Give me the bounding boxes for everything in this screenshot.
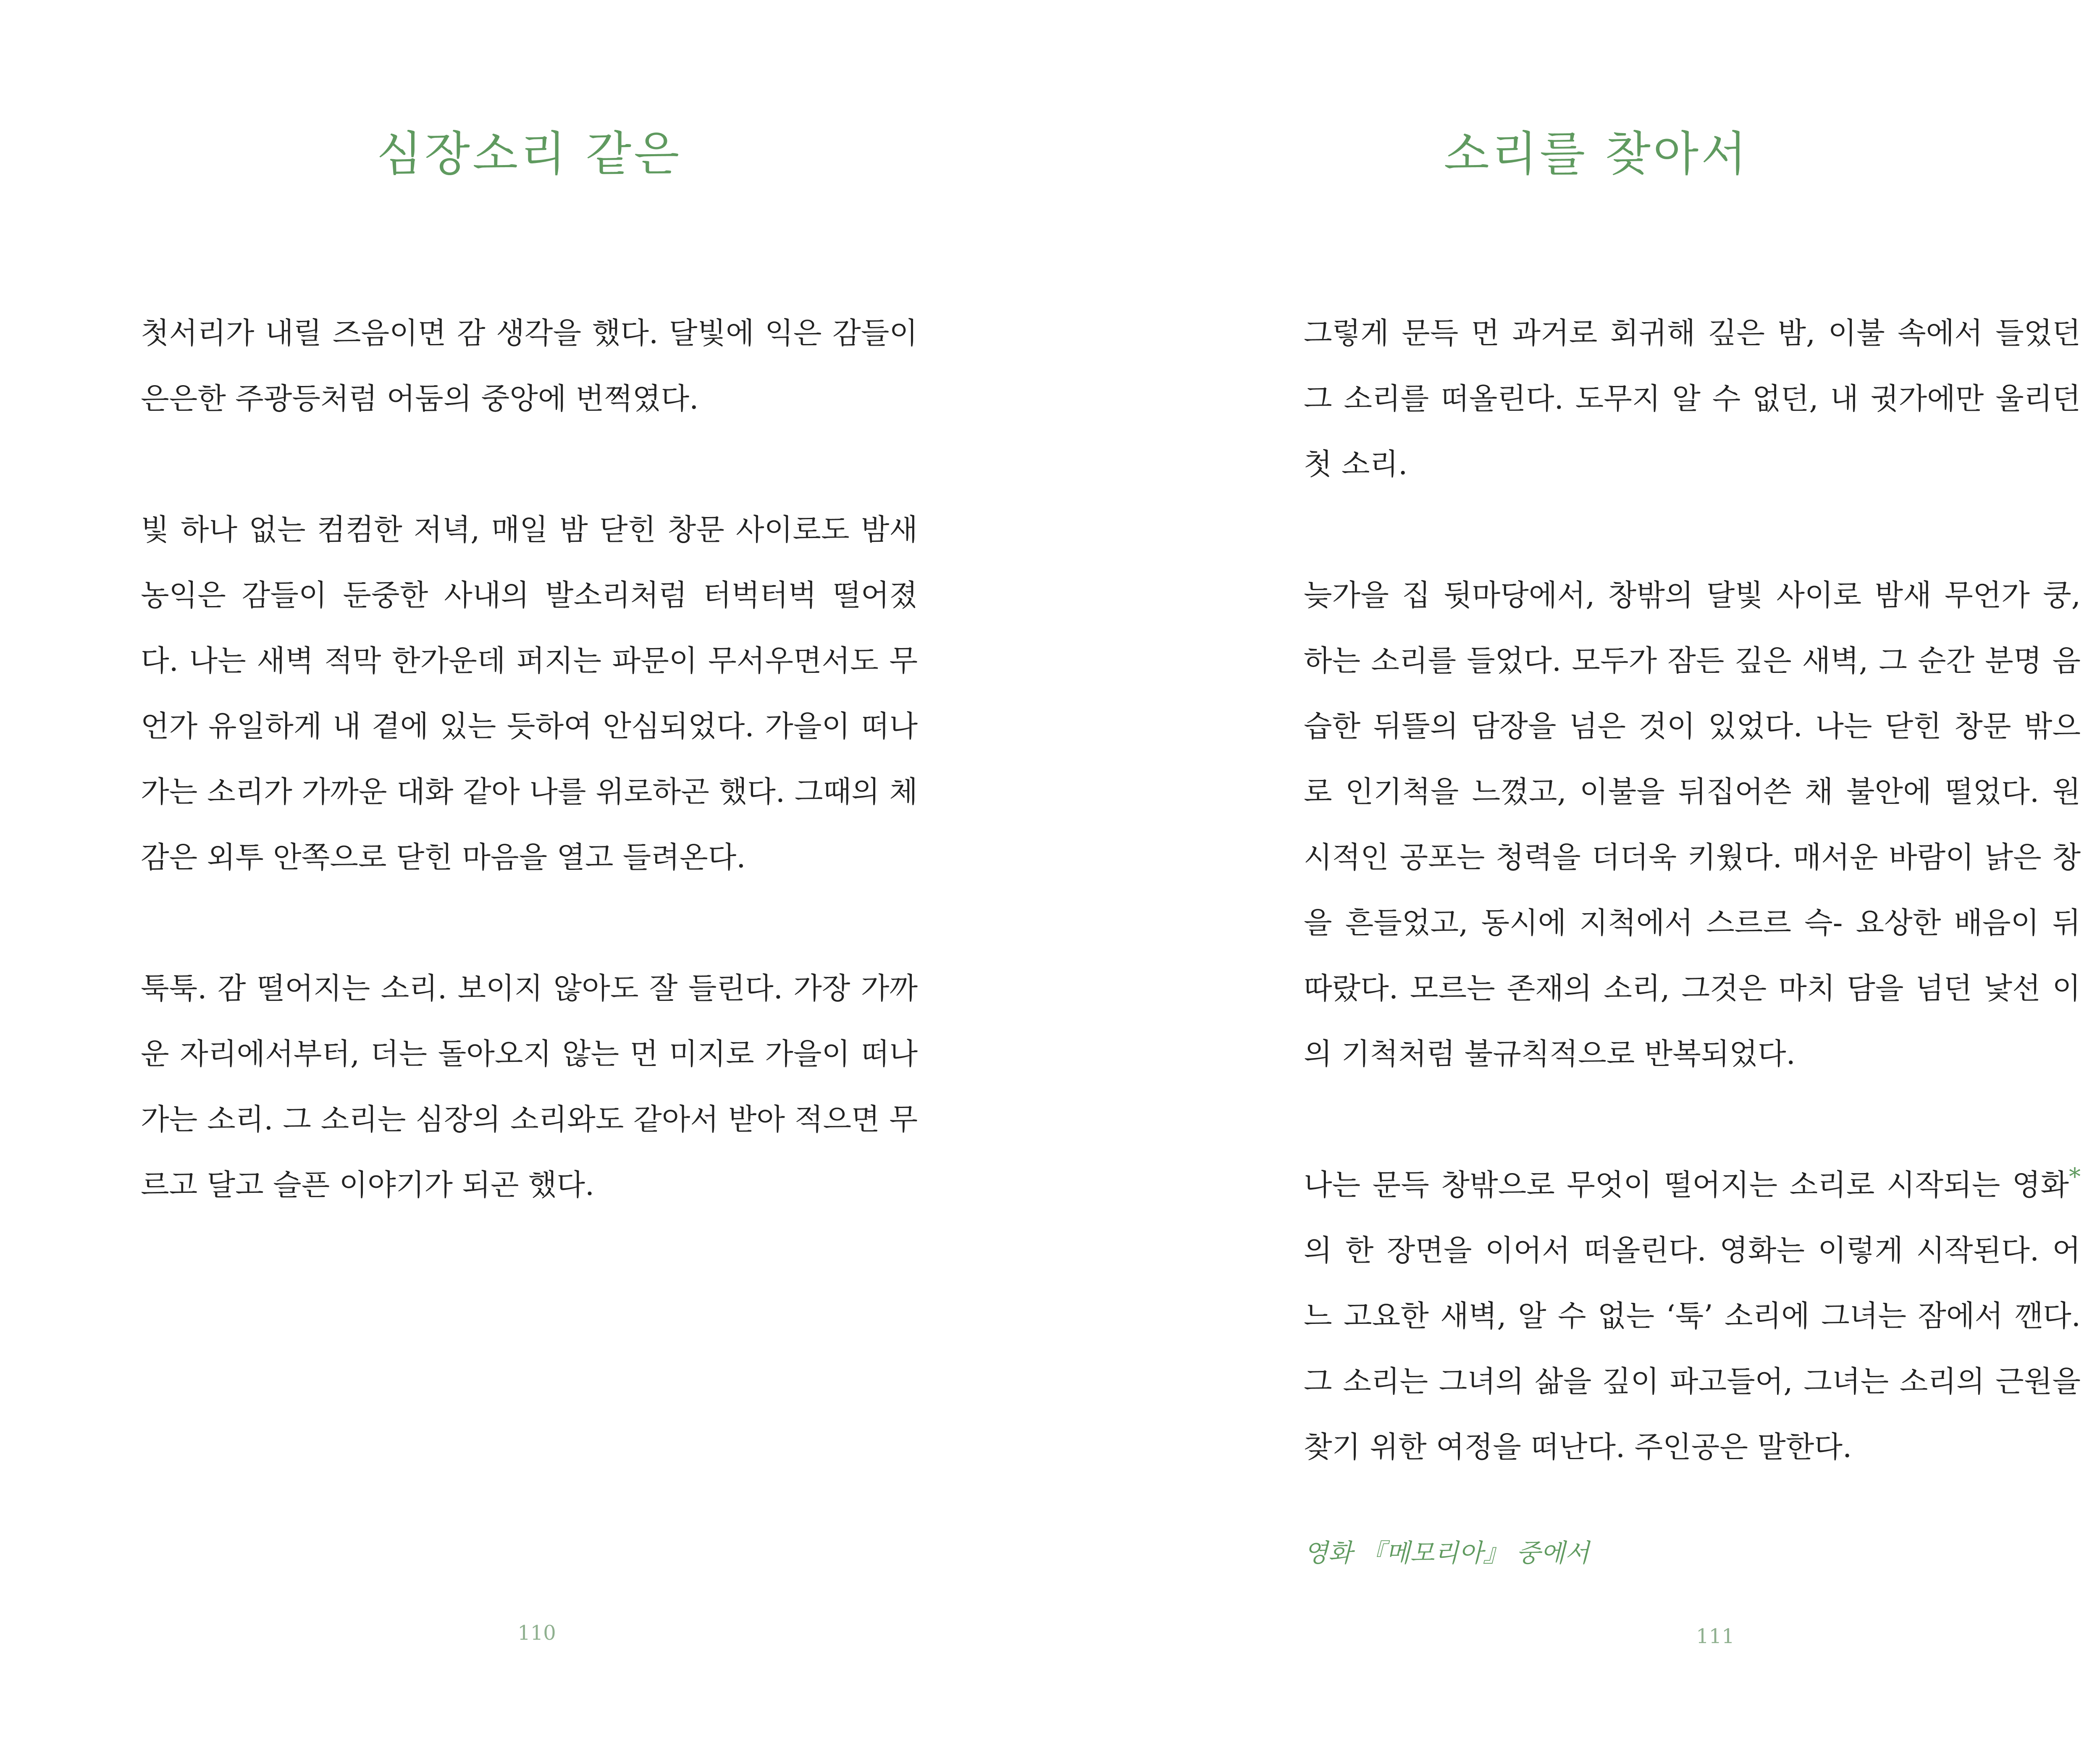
text-line: 첫서리가 내릴 즈음이면 감 생각을 했다. 달빛에 익은 감들이 xyxy=(141,316,918,350)
footnote-source: 영화 『메모리아』 중에서 xyxy=(1304,1539,1589,1568)
text-line: 을 흔들었고, 동시에 지척에서 스르르 슥- 요상한 배음이 뒤 xyxy=(1304,906,2081,940)
text-line: 의 한 장면을 이어서 떠올린다. 영화는 이렇게 시작된다. 어 xyxy=(1304,1233,2081,1268)
text-line: 찾기 위한 여정을 떠난다. 주인공은 말한다. xyxy=(1304,1430,1852,1464)
text-line: 그 소리를 떠올린다. 도무지 알 수 없던, 내 귓가에만 울리던 xyxy=(1304,381,2081,416)
text-line: 그 소리는 그녀의 삶을 깊이 파고들어, 그녀는 소리의 근원을 xyxy=(1304,1364,2081,1399)
text-line: 언가 유일하게 내 곁에 있는 듯하여 안심되었다. 가을이 떠나 xyxy=(141,709,918,743)
text-line: 따랐다. 모르는 존재의 소리, 그것은 마치 담을 넘던 낯선 이 xyxy=(1304,971,2081,1006)
text-line: 나는 문득 창밖으로 무엇이 떨어지는 소리로 시작되는 영화 xyxy=(1304,1168,2069,1202)
right-page-title: 소리를 찾아서 xyxy=(1444,127,1749,181)
right-page xyxy=(1111,0,2100,1746)
text-line: 가는 소리. 그 소리는 심장의 소리와도 같아서 받아 적으면 무 xyxy=(141,1102,918,1137)
footnote-marker: * xyxy=(2069,1163,2081,1191)
text-line: 늦가을 집 뒷마당에서, 창밖의 달빛 사이로 밤새 무언가 쿵, xyxy=(1304,578,2081,612)
text-line: 의 기척처럼 불규칙적으로 반복되었다. xyxy=(1304,1037,1796,1071)
text-line: 그렇게 문득 먼 과거로 회귀해 깊은 밤, 이불 속에서 들었던 xyxy=(1304,316,2081,350)
text-line: 빛 하나 없는 컴컴한 저녁, 매일 밤 닫힌 창문 사이로도 밤새 xyxy=(141,512,918,547)
text-line: 첫 소리. xyxy=(1304,447,1408,481)
text-line: 툭툭. 감 떨어지는 소리. 보이지 않아도 잘 들린다. 가장 가까 xyxy=(141,971,918,1006)
text-line: 운 자리에서부터, 더는 돌아오지 않는 먼 미지로 가을이 떠나 xyxy=(141,1037,918,1071)
text-line: 농익은 감들이 둔중한 사내의 발소리처럼 터벅터벅 떨어졌 xyxy=(141,578,918,612)
text-line: 르고 달고 슬픈 이야기가 되곤 했다. xyxy=(141,1168,595,1202)
page-number-left: 110 xyxy=(517,1621,556,1645)
text-line: 하는 소리를 들었다. 모두가 잠든 깊은 새벽, 그 순간 분명 음 xyxy=(1304,643,2081,678)
right-paragraph-3 xyxy=(1304,1152,2081,1480)
left-paragraph-2 xyxy=(141,497,918,890)
text-line: 시적인 공포는 청력을 더더욱 키웠다. 매서운 바람이 낡은 창 xyxy=(1304,840,2081,874)
right-paragraph-1 xyxy=(1304,300,2081,497)
text-line: 습한 뒤뜰의 담장을 넘은 것이 있었다. 나는 닫힌 창문 밖으 xyxy=(1304,709,2081,743)
text-line: 은은한 주광등처럼 어둠의 중앙에 번쩍였다. xyxy=(141,381,699,416)
text-line: 느 고요한 새벽, 알 수 없는 ‘툭’ 소리에 그녀는 잠에서 깬다. xyxy=(1304,1299,2081,1333)
text-line: 로 인기척을 느꼈고, 이불을 뒤집어쓴 채 불안에 떨었다. 원 xyxy=(1304,775,2081,809)
text-line: 가는 소리가 가까운 대화 같아 나를 위로하곤 했다. 그때의 체 xyxy=(141,775,918,809)
left-page-title: 심장소리 같은 xyxy=(376,127,682,181)
left-paragraph-1 xyxy=(141,300,918,431)
right-paragraph-2 xyxy=(1304,562,2081,1087)
left-paragraph-3 xyxy=(141,956,918,1218)
text-line: 감은 외투 안쪽으로 닫힌 마음을 열고 들려온다. xyxy=(141,840,746,874)
text-line: 다. 나는 새벽 적막 한가운데 퍼지는 파문이 무서우면서도 무 xyxy=(141,643,918,678)
right-page-body xyxy=(1304,300,2081,1545)
page-number-right: 111 xyxy=(1696,1625,1735,1648)
text-line-with-footnote xyxy=(1304,1152,2081,1218)
left-page-body xyxy=(141,300,918,1283)
